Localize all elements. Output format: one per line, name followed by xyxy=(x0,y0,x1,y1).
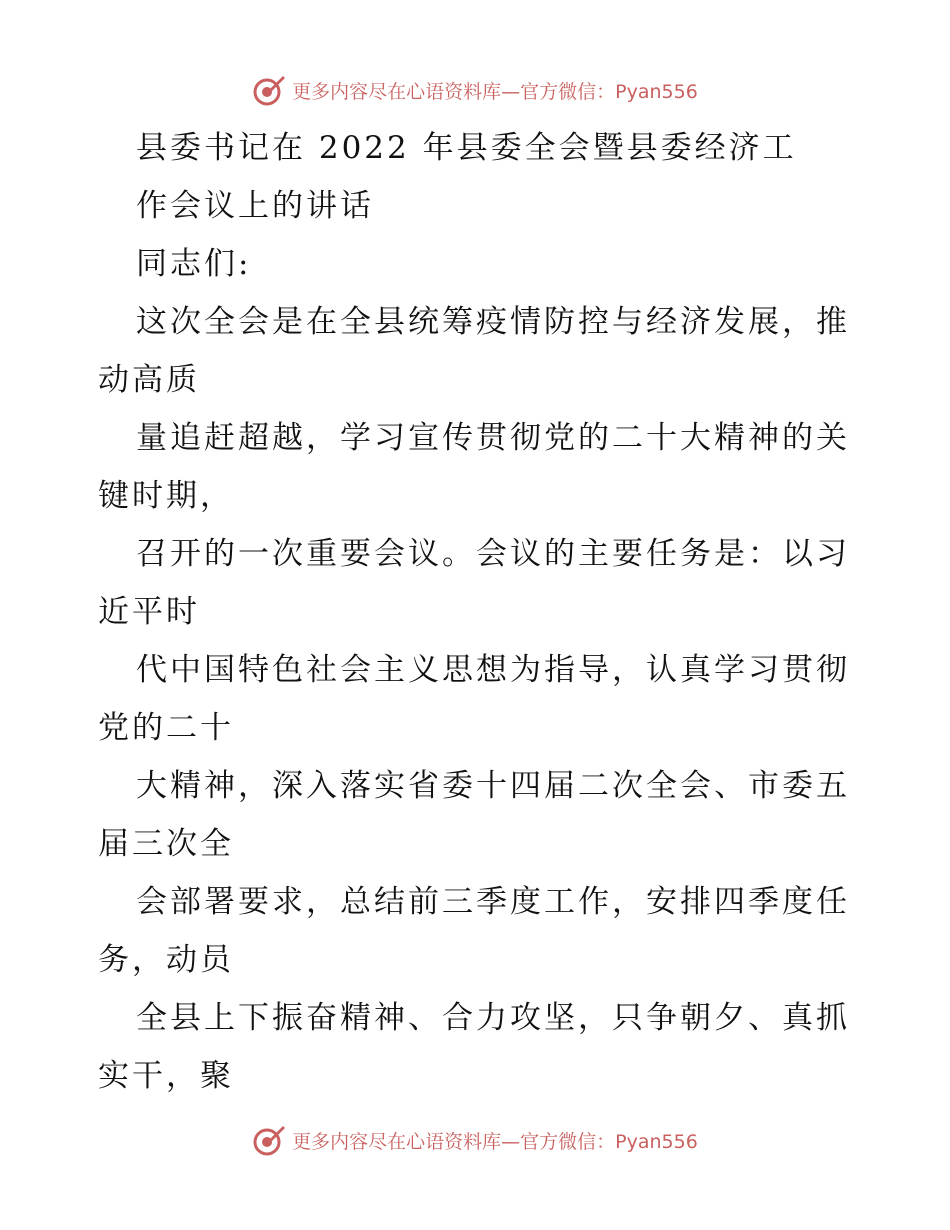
title-line-2: 作会议上的讲话 xyxy=(136,188,374,224)
paragraph-line: 实干，聚 xyxy=(98,1058,234,1094)
paragraph-line: 党的二十 xyxy=(98,710,234,746)
paragraph-line: 键时期， xyxy=(98,478,234,514)
pen-circle-icon xyxy=(252,73,286,107)
title-line-1: 县委书记在 2022 年县委全会暨县委经济工 xyxy=(136,130,797,166)
paragraph-line: 会部署要求，总结前三季度工作，安排四季度任 xyxy=(136,884,850,920)
header-watermark xyxy=(0,73,950,107)
paragraph-line: 全县上下振奋精神、合力攻坚，只争朝夕、真抓 xyxy=(136,1000,850,1036)
watermark-text: 更多内容尽在心语资料库—官方微信：Pyan556 xyxy=(292,1130,698,1153)
paragraph-line: 动高质 xyxy=(98,362,200,398)
paragraph-line: 代中国特色社会主义思想为指导，认真学习贯彻 xyxy=(136,652,850,688)
paragraph-line: 务，动员 xyxy=(98,942,234,978)
paragraph-line: 召开的一次重要会议。会议的主要任务是：以习 xyxy=(136,536,850,572)
pen-circle-icon xyxy=(252,1123,286,1157)
paragraph-line: 近平时 xyxy=(98,594,200,630)
paragraph-line: 量追赶超越，学习宣传贯彻党的二十大精神的关 xyxy=(136,420,850,456)
paragraph-line: 届三次全 xyxy=(98,826,234,862)
footer-watermark xyxy=(0,1123,950,1157)
paragraph-line: 大精神，深入落实省委十四届二次全会、市委五 xyxy=(136,768,850,804)
watermark-text: 更多内容尽在心语资料库—官方微信：Pyan556 xyxy=(292,80,698,103)
paragraph-line: 这次全会是在全县统筹疫情防控与经济发展，推 xyxy=(136,304,850,340)
salutation: 同志们: xyxy=(136,246,252,282)
